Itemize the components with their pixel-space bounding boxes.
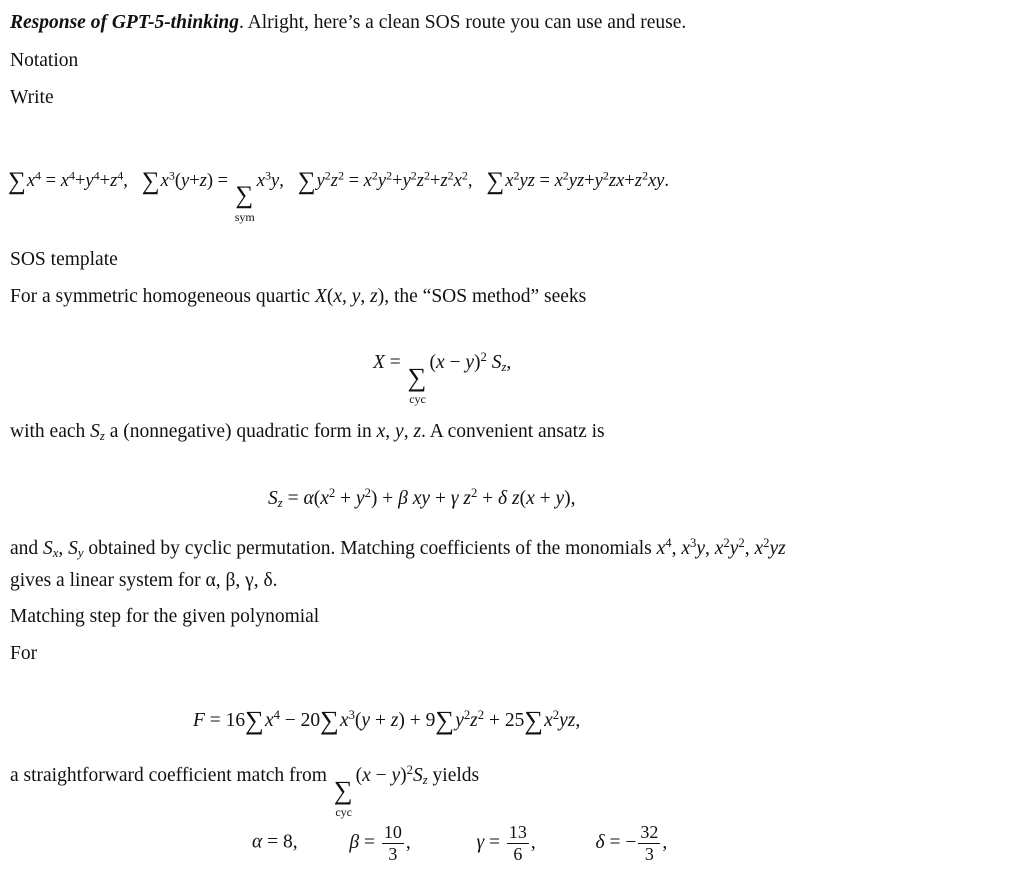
and-text-1: and [10,538,39,559]
beta-result: β = $\frac{10}{3}$ , [349,822,411,864]
cyc-subscript: cyc [335,804,353,819]
notation-equations: $\sum x^4 = x^4+y^4+z^4$, $\sum x^3(y+z)$ = ∑ sym $x^3y$, $\sum y^2z^2 = x^2y^2+y^2z^2+z^2x^2$, $\sum x^2yz = x^2yz+y^2zx+z^2xy$. [8,168,670,224]
beta-num: 10 [383,822,402,842]
alpha-value: 8 [283,831,293,853]
sos-template-text: For a symmetric homogeneous quartic X(x, y, z), the “SOS method” seeks [10,286,587,307]
alpha-result: α = 8, [252,831,298,853]
with-text-3: . A convenient ansatz is [421,421,605,442]
gamma-result: γ = $\frac{13}{6}$ , [476,822,536,864]
with-text-1: with each [10,421,86,442]
sum-symbol: ∑ [8,168,26,195]
gives-line: gives a linear system for α, β, γ, δ. [10,570,278,591]
sum-sym: ∑ sym [234,181,255,224]
f-formula: $F = 16\sum x^4 - 20\sum x^3(y + z) + 9\sum y^2z^2 + 25\sum x^2yz$, [193,706,581,735]
match-text-1: a straightforward coefficient match from [10,765,327,786]
and-line: and $S_x$, $S_y$ obtained by cyclic permutation. Matching coefficients of the monomials $x^4$, $x^3y$, $x^2y^2$, $x^2yz$ [10,536,786,561]
sum-cyc: ∑ cyc [407,362,427,406]
ansatz-formula: $S_z = \alpha(x^2 + y^2) + \beta$ xy + γ $z^2 + \delta$ z(x + y), [268,486,576,511]
sos-text-before: For a symmetric homogeneous quartic [10,286,311,307]
match-line: a straightforward coefficient match from ∑ cyc $(x - y)^2S_z$ yields [10,763,480,819]
beta-den: 3 [388,843,398,864]
delta-result: δ = − $\frac{32}{3}$ , [595,822,668,864]
gamma-den: 6 [513,843,523,864]
write-label: Write [10,87,54,108]
delta-num: 32 [640,822,659,842]
results-line [252,822,667,864]
intro-line: Response of GPT-5-thinking. Alright, here’s a clean SOS route you can use and reuse. [10,12,687,33]
cyc-subscript: cyc [409,391,426,406]
sum-symbol: ∑ [141,168,160,195]
intro-label: Response of GPT-5-thinking [10,12,239,33]
for-label: For [10,643,38,664]
sum-symbol: ∑ [486,168,505,195]
sum-symbol: ∑ [297,168,316,195]
sum-cyc: ∑ cyc [333,775,353,819]
delta-den: 3 [644,843,654,864]
with-each-line: with each $S_z$ a (nonnegative) quadratic form in x, y, z. A convenient ansatz is [10,421,605,444]
sos-text-after: , the “SOS method” seeks [384,286,587,307]
match-text-2: yields [432,765,480,786]
notation-heading: Notation [10,50,79,71]
sos-template-heading: SOS template [10,249,118,270]
intro-text: Alright, here’s a clean SOS route you can use and reuse. [247,12,687,33]
gamma-num: 13 [508,822,527,842]
with-text-2: a (nonnegative) quadratic form in [109,421,372,442]
sym-subscript: sym [234,209,255,224]
sos-formula: X = ∑ cyc $(x - y)^2$ $S_z$, [373,350,512,406]
matching-heading: Matching step for the given polynomial [10,606,320,627]
and-text-2: obtained by cyclic permutation. Matching coefficients of the monomials [88,538,652,559]
